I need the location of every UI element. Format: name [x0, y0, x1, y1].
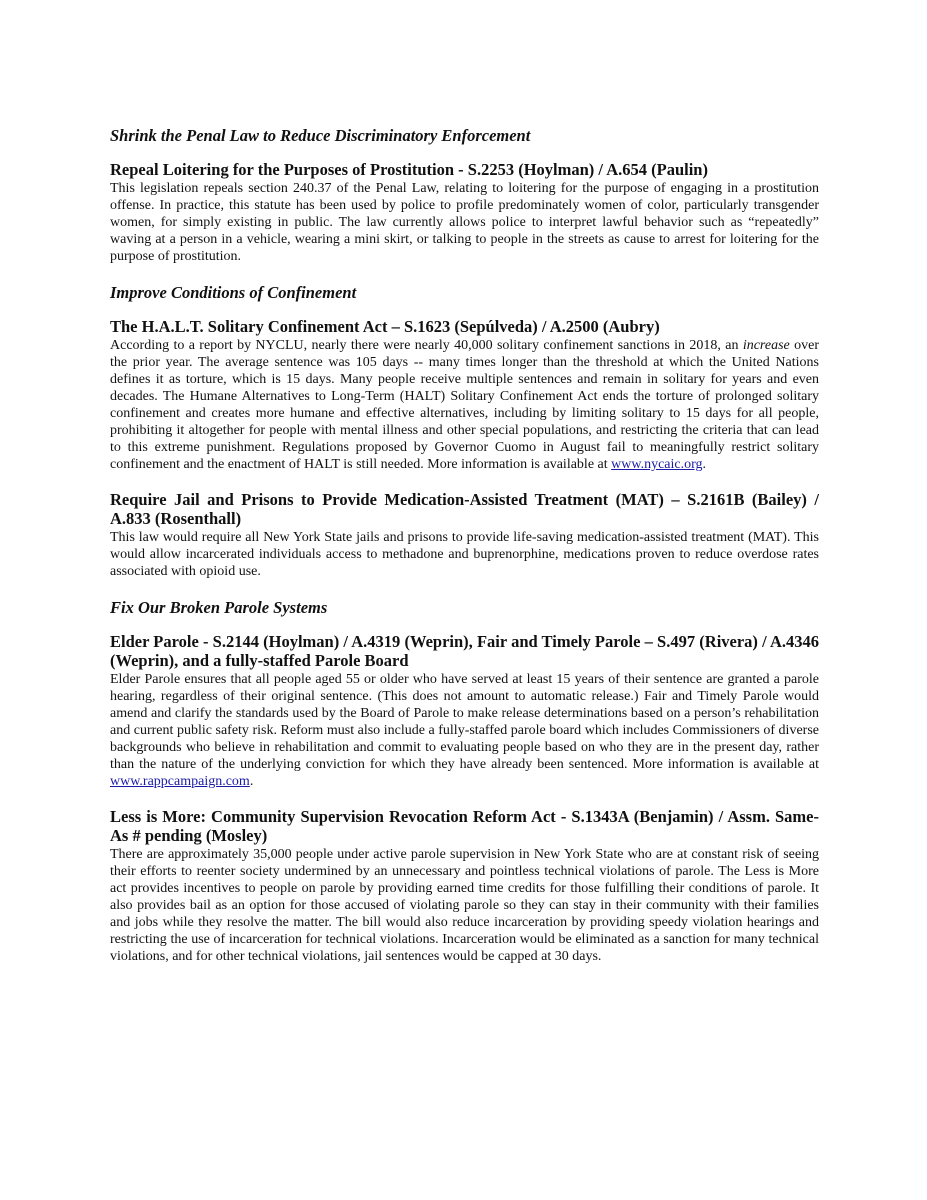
bill-item-less-is-more [110, 807, 819, 965]
rappcampaign-link[interactable]: www.rappcampaign.com [110, 774, 250, 789]
elder-parole-body-end: . [249, 774, 254, 789]
bill-item-halt [110, 317, 819, 473]
bill-item-mat [110, 490, 819, 580]
bill-body-elder-parole [110, 671, 819, 790]
bill-item-elder-parole [110, 632, 819, 790]
section-heading-confinement: Improve Conditions of Confinement [110, 283, 357, 302]
section-heading-penal-law: Shrink the Penal Law to Reduce Discriminatory Enforcement [110, 126, 531, 145]
bill-body-loitering: This legislation repeals section 240.37 of the Penal Law, relating to loitering for the purpose of engaging in a prostitution offense. In practice, this statute has been used by police to profile predominately women of color, particularly transgender women, for simply existing in public. The law currently allows police to interpret lawful behavior such as “repeatedly” waving at a person in a vehicle, wearing a mini skirt, or talking to people in the streets as cause to arrest for loitering for the purpose of prostitution. [110, 181, 819, 264]
bill-body-halt [110, 337, 819, 473]
bill-item-loitering [110, 160, 819, 265]
elder-parole-body-text: Elder Parole ensures that all people aged 55 or older who have served at least 15 years of their sentence are granted a parole hearing, regardless of their original sentence. (This does not amount to automatic release.) Fair and Timely Parole would amend and clarify the standards used by the Board of Parole to make release determinations based on a person’s rehabilitation and current public safety risk. Reform must also include a fully-staffed parole board which includes Commissioners of diverse backgrounds who believe in rehabilitation and commit to evaluating people based on who they are in the present day, rather than the nature of the underlying conviction for which they have already been sentenced. More information is available at [110, 672, 819, 772]
bill-title-less-is-more: Less is More: Community Supervision Revocation Reform Act - S.1343A (Benjamin) / Assm. Same-As # pending (Mosley) [110, 807, 819, 845]
bill-body-mat: This law would require all New York State jails and prisons to provide life-saving medication-assisted treatment (MAT). This would allow incarcerated individuals access to methadone and buprenorphine, medications proven to reduce overdose rates associated with opioid use. [110, 530, 819, 579]
bill-title-mat: Require Jail and Prisons to Provide Medication-Assisted Treatment (MAT) – S.2161B (Bailey) / A.833 (Rosenthall) [110, 490, 819, 528]
bill-title-loitering: Repeal Loitering for the Purposes of Prostitution - S.2253 (Hoylman) / A.654 (Paulin) [110, 160, 708, 179]
bill-body-less-is-more: There are approximately 35,000 people under active parole supervision in New York State who are at constant risk of seeing their efforts to reenter society undermined by an unnecessary and pointless technical violations of parole. The Less is More act provides incentives to people on parole by providing earned time credits for those fulfilling their conditions of parole. It also provides bail as an option for those accused of violating parole so they can stay in their community with their families and jobs while they resolve the matter. The bill would also reduce incarceration by providing speedy violation hearings and restricting the use of incarceration for technical violations. Incarceration would be eliminated as a sanction for many technical violations, and for other technical violations, jail sentences would be capped at 30 days. [110, 847, 819, 964]
halt-body-end: . [702, 457, 707, 472]
bill-title-halt: The H.A.L.T. Solitary Confinement Act – S.1623 (Sepúlveda) / A.2500 (Aubry) [110, 317, 660, 336]
halt-body-emphasis: increase [742, 338, 790, 353]
nycaic-link[interactable]: www.nycaic.org [611, 457, 703, 472]
section-heading-parole: Fix Our Broken Parole Systems [110, 598, 328, 617]
halt-body-part2: over the prior year. The average sentence was 105 days -- many times longer than the threshold at which the United Nations defines it as torture, which is 15 days. Many people receive multiple sentences and remain in solitary for years and even decades. The Humane Alternatives to Long-Term (HALT) Solitary Confinement Act ends the torture of prolonged solitary confinement and creates more humane and effective alternatives, including by limiting solitary to 15 days for all people, prohibiting it altogether for people with mental illness and other special populations, and restricting the criteria that can lead to this extreme punishment. Regulations proposed by Governor Cuomo in August fail to meaningfully restrict solitary confinement and the enactment of HALT is still needed. More information is available at [110, 338, 819, 472]
halt-body-part1: According to a report by NYCLU, nearly there were nearly 40,000 solitary confinement sanctions in 2018, an [110, 338, 743, 353]
bill-title-elder-parole: Elder Parole - S.2144 (Hoylman) / A.4319 (Weprin), Fair and Timely Parole – S.497 (Rivera) / A.4346 (Weprin), and a fully-staffed Parole Board [110, 632, 819, 670]
document-content [110, 125, 819, 982]
